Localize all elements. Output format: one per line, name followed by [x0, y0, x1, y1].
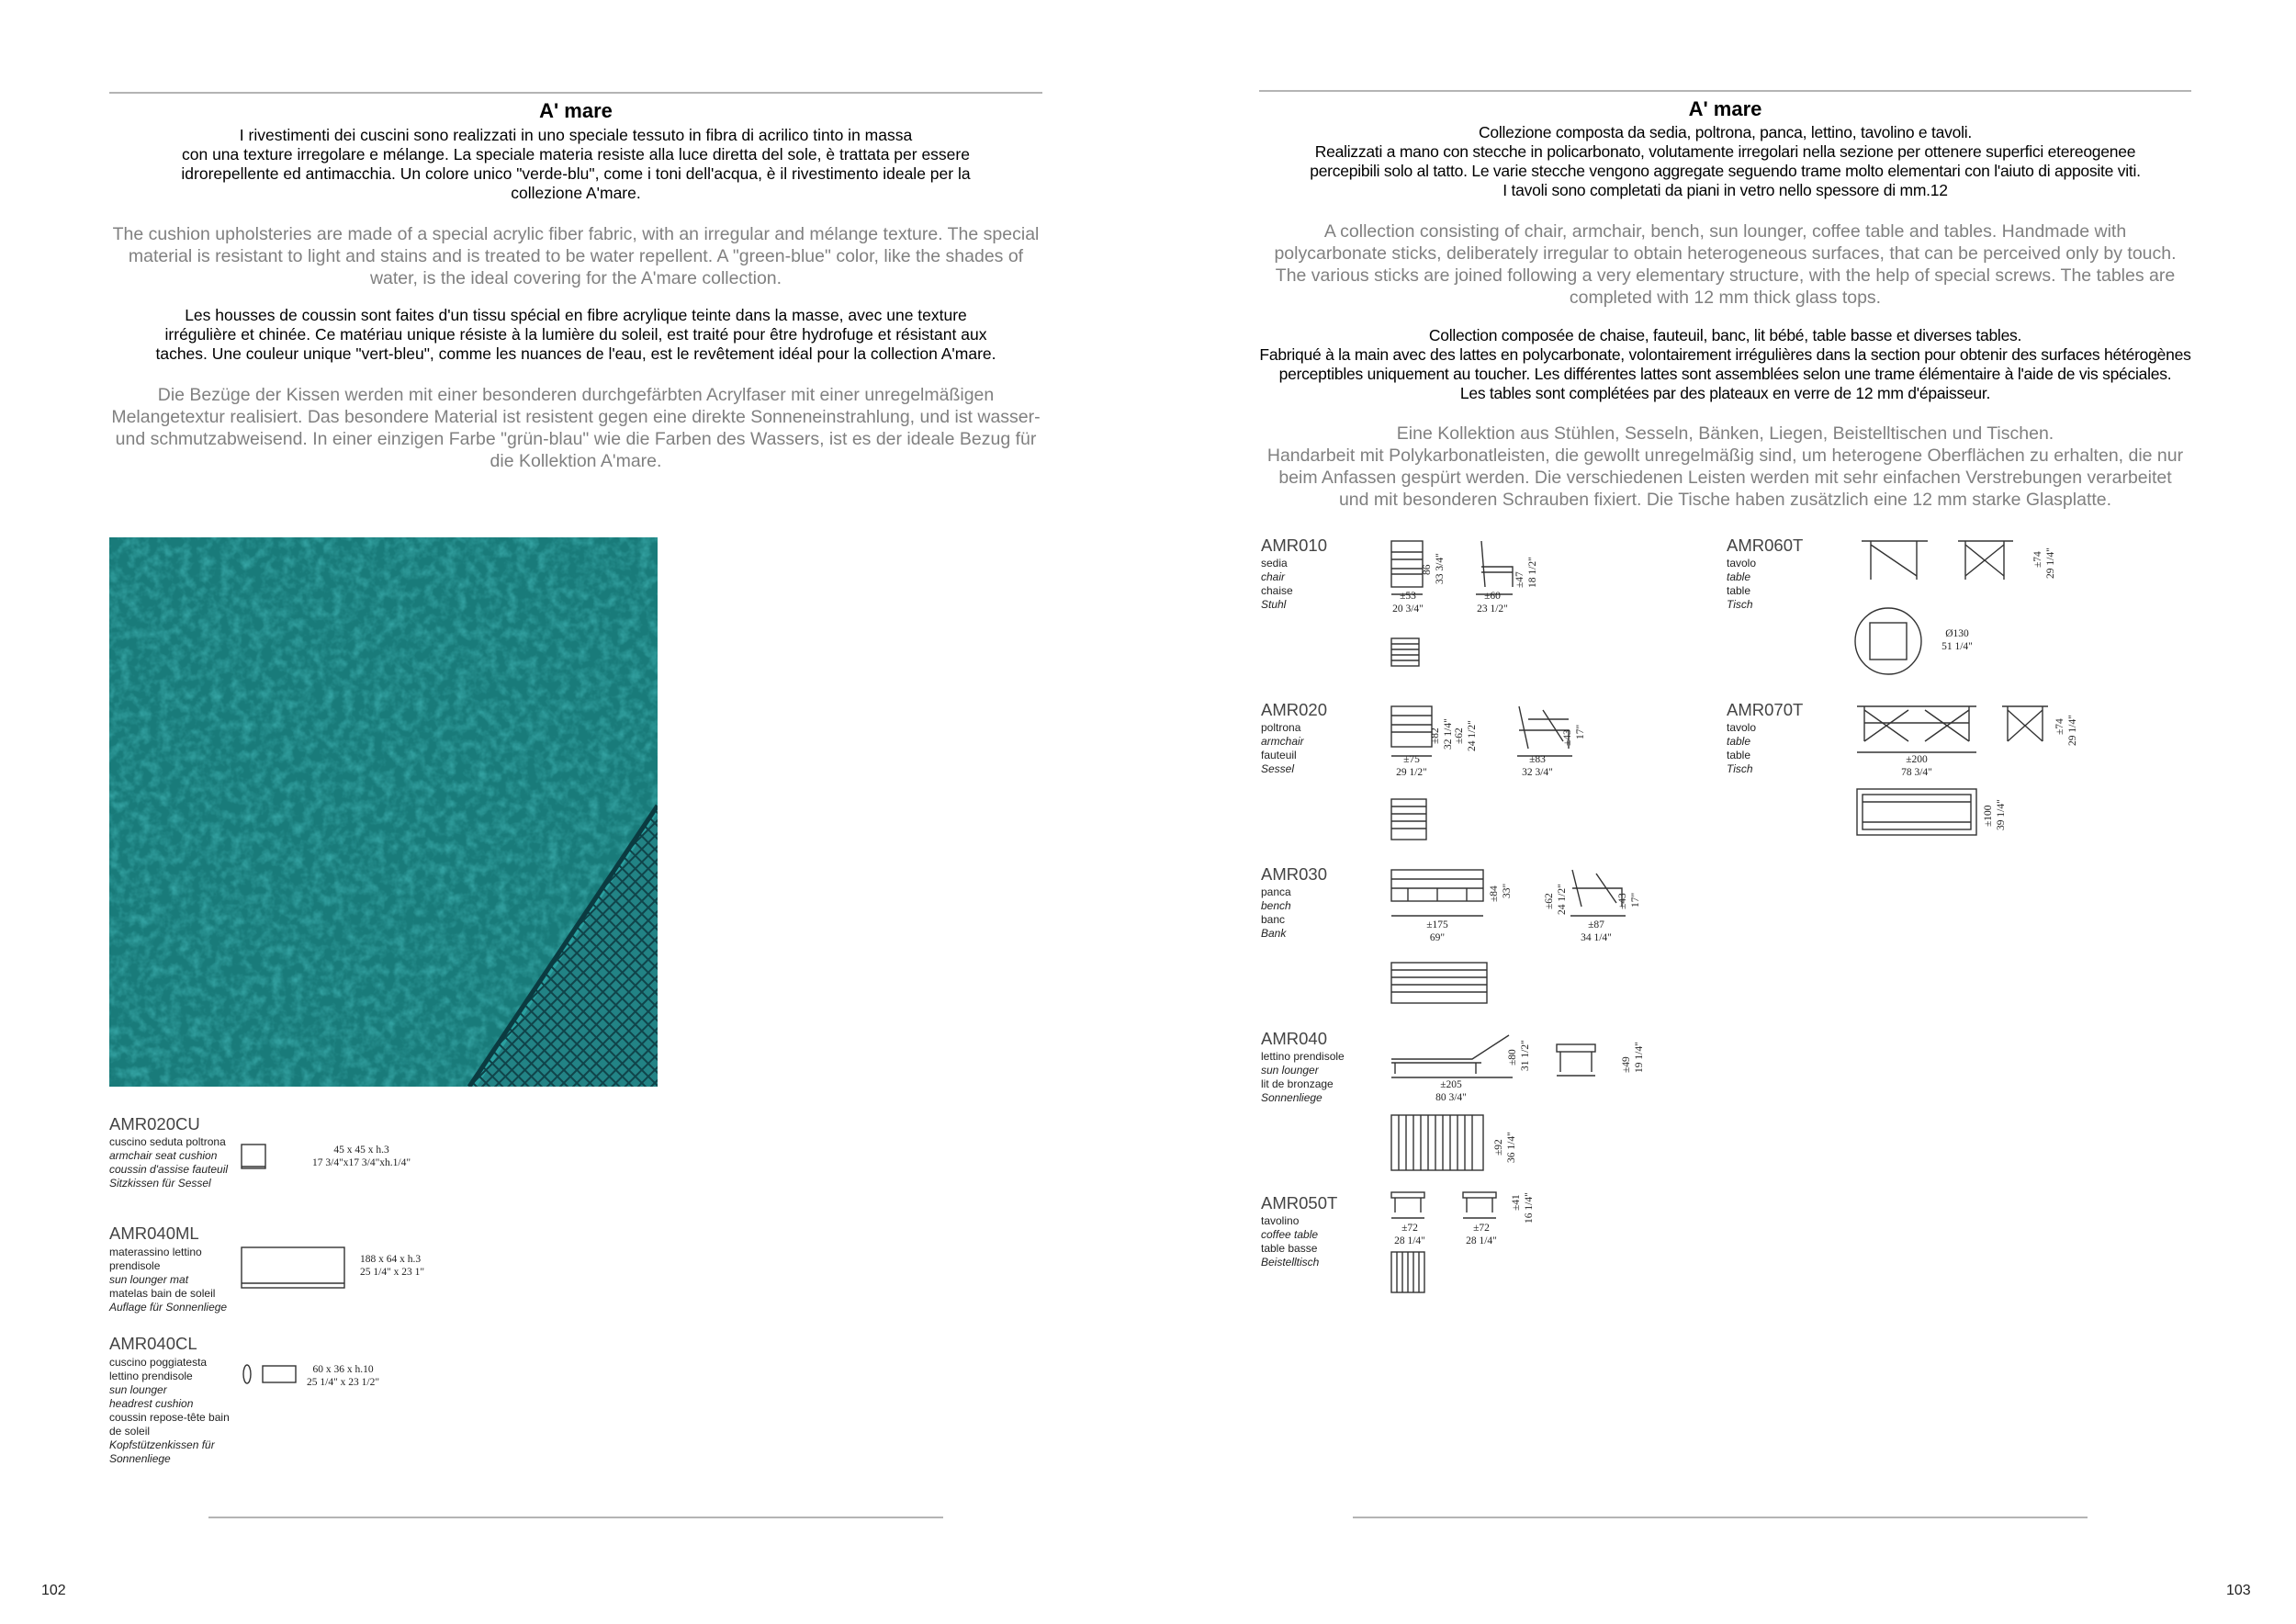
product-names: cuscino poggiatesta lettino prendisole sun lounger headrest cushion coussin repose-tête bain de soleil Kopfstützenkissen für Sonnenliege: [109, 1356, 230, 1465]
product-code: AMR040ML: [109, 1224, 199, 1243]
page-title-right: A' mare: [1688, 97, 1762, 120]
dim-diameter: Ø130 51 1/4": [1941, 628, 1973, 652]
dim-height: ±74: [2032, 551, 2043, 568]
dim-width: ±200 78 3/4": [1901, 754, 1932, 778]
dim-depth: ±100: [1983, 805, 1994, 827]
dim-arm-height-in: 24 1/2": [1467, 720, 1478, 751]
text-german-right: Eine Kollektion aus Stühlen, Sesseln, Bänken, Liegen, Beistelltischen und Tischen. Handarbeit mit Polykarbonatleisten, die gewollt unregelmäßig sind, um heterogene Oberflächen zu erhalten, die nur beim Anfassen gespürt werden. Die verschiedenen Leisten werden mit sehr einfachen Verstrebungen verarbeitet und mit besonderen Schrauben fixiert. Die Tische haben zusätzlich eine 12 mm starke Glasplatte.: [1266, 423, 2184, 510]
dim-height: ±82: [1430, 727, 1441, 744]
dim-width: ±92: [1493, 1139, 1504, 1156]
product-names: lettino prendisole sun lounger lit de bronzage Sonnenliege: [1261, 1050, 1345, 1104]
text-german-left: Die Bezüge der Kissen werden mit einer besonderen durchgefärbten Acrylfaser mit einer unregelmäßigen Melangetextur realisiert. Das besondere Material ist resistent gegen eine direkte Sonneneinstrahlung, und ist wasser- und schmutzabweisend. In einer einzigen Farbe "grün-blau" wie die Farben des Wassers, ist es der ideale Bezug für die Kollektion A'mare.: [111, 385, 1041, 471]
pool-water-image: [109, 537, 658, 1087]
product-code: AMR010: [1261, 536, 1327, 555]
product-names: panca bench banc Bank: [1261, 885, 1291, 940]
dim-seat-height: ±43: [1562, 729, 1573, 746]
dim-height-in: 16 1/4": [1524, 1192, 1535, 1224]
dim-height-in: 29 1/4": [2045, 547, 2056, 579]
coffee-table-side-drawing: [1461, 1190, 1503, 1224]
dim-depth: ±60 23 1/2": [1477, 591, 1508, 615]
long-table-top-drawing: [1855, 787, 1984, 842]
dim-width: ±72 28 1/4": [1394, 1223, 1425, 1246]
product-names: materassino lettino prendisole sun lounger mat matelas bain de soleil Auflage für Sonnenliege: [109, 1246, 228, 1314]
long-table-front-drawing: [1855, 705, 1984, 760]
dim-width: ±53 20 3/4": [1392, 591, 1424, 615]
product-names: poltrona armchair fauteuil Sessel: [1261, 721, 1304, 775]
dim-seat-height-in: 24 1/2": [1557, 884, 1568, 915]
dim-arm-height: ±43: [1617, 893, 1628, 909]
dim-height-in: 29 1/4": [2067, 715, 2078, 746]
dim-height-in: 32 1/4": [1443, 718, 1454, 750]
round-table-side-drawing: [1956, 539, 2020, 585]
text-french-left: Les housses de coussin sont faites d'un tissu spécial en fibre acrylique teinte dans la masse, avec une texture irrégulière et chinée. Ce matériau unique résiste à la lumière du soleil, est traité pour être hydrofuge et résistant aux taches. Une couleur unique "vert-bleu", comme les nuances de l'eau, est le revêtement idéal pour la collection A'mare.: [155, 306, 996, 363]
dim-width-in: 36 1/4": [1506, 1132, 1517, 1163]
dim-depth: ±87 34 1/4": [1581, 919, 1612, 943]
dim-height: ±74: [2054, 718, 2065, 735]
top-rule-left: [109, 92, 1042, 94]
text-italian-right: Collezione composta da sedia, poltrona, panca, lettino, tavolino e tavoli. Realizzati a mano con stecche in policarbonato, volutamente irregolari nella sezione per ottenere superfici etereogenee percepibili solo al tatto. Le varie stecche vengono aggregate seguendo trame molto elementari con l'aiuto di apposite viti. I tavoli sono completati da piani in vetro nello spessore di mm.12: [1310, 123, 2141, 199]
lounger-side-drawing: [1390, 1032, 1518, 1077]
dim-depth: ±72 28 1/4": [1466, 1223, 1497, 1246]
page-number-right: 103: [2226, 1583, 2251, 1598]
product-code: AMR070T: [1727, 700, 1804, 719]
product-names: cuscino seduta poltrona armchair seat cushion coussin d'assise fauteuil Sitzkissen für Sessel: [109, 1135, 229, 1190]
dim-height: ±84: [1489, 885, 1500, 902]
dim-height-in: 33 3/4": [1435, 553, 1446, 584]
dim-length: ±205 80 3/4": [1435, 1079, 1467, 1103]
coffee-table-top-drawing: [1390, 1250, 1430, 1296]
dim-height-in: 33": [1502, 883, 1513, 898]
product-code: AMR040CL: [109, 1334, 197, 1353]
product-code: AMR050T: [1261, 1193, 1338, 1212]
armchair-top-drawing: [1390, 797, 1430, 843]
dim-seat-height-in: 18 1/2": [1527, 557, 1538, 588]
product-names: sedia chair chaise Stuhl: [1261, 557, 1293, 611]
long-table-side-drawing: [2000, 705, 2055, 750]
dim-seat-height-in: 17": [1575, 724, 1586, 739]
product-code: AMR040: [1261, 1029, 1327, 1048]
text-english-right: A collection consisting of chair, armchair, bench, sun lounger, coffee table and tables. Handmade with polycarbonate sticks, deliberately irregular to obtain heterogeneous surfaces, that can be perceived only by touch. The various sticks are joined following a very elementary structure, with the help of special screws. The tables are completed with 12 mm thick glass tops.: [1274, 221, 2177, 308]
product-code: AMR020CU: [109, 1114, 200, 1133]
product-names: tavolo table table Tisch: [1727, 721, 1757, 775]
product-dimensions: 45 x 45 x h.3 17 3/4"x17 3/4"xh.1/4": [312, 1145, 411, 1168]
dim-depth: ±83 32 3/4": [1522, 754, 1553, 778]
dim-end-height-in: 19 1/4": [1634, 1042, 1645, 1073]
bench-front-drawing: [1390, 868, 1491, 923]
dim-seat-height: ±47: [1514, 571, 1525, 588]
bottom-rule-left: [208, 1517, 943, 1518]
chair-top-drawing: [1390, 637, 1423, 670]
product-code: AMR020: [1261, 700, 1327, 719]
dim-width: ±75 29 1/2": [1396, 754, 1427, 778]
dim-arm-height: ±62: [1454, 727, 1465, 744]
lounger-end-drawing: [1555, 1041, 1601, 1077]
bench-top-drawing: [1390, 961, 1491, 1007]
product-names: tavolo table table Tisch: [1727, 557, 1757, 611]
text-english-left: The cushion upholsteries are made of a special acrylic fiber fabric, with an irregular and mélange texture. The special material is resistant to light and stains and is treated to be water repellent. A "green-blue" color, like the shades of water, is the ideal covering for the A'mare collection.: [112, 224, 1040, 288]
page-number-left: 102: [41, 1583, 66, 1598]
dim-height-in: 31 1/2": [1520, 1040, 1531, 1071]
text-french-right: Collection composée de chaise, fauteuil, banc, lit bébé, table basse et diverses tables. Fabriqué à la main avec des lattes en polycarbonate, volontairement irrégulières dans la section pour obtenir des surfaces hétérogènes perceptibles uniquement au toucher. Les différentes lattes sont assemblées selon une trame élémentaire à l'aide de vis spéciales. Les tables sont complétées par des plateaux en verre de 12 mm d'épaisseur.: [1259, 326, 2191, 402]
lounger-mat-drawing: [241, 1246, 351, 1292]
product-code: AMR060T: [1727, 536, 1804, 555]
round-table-front-drawing: [1860, 539, 1933, 585]
dim-seat-height: ±62: [1544, 893, 1555, 909]
product-dimensions: 60 x 36 x h.10 25 1/4" x 23 1/2": [307, 1364, 380, 1388]
text-italian-left: I rivestimenti dei cuscini sono realizzati in uno speciale tessuto in fibra di acrilico tinto in massa con una texture irregolare e mélange. La speciale materia resiste alla luce diretta del sole, è trattata per essere idrorepellente ed antimacchia. Un colore unico "verde-blu", come i toni dell'acqua, è il rivestimento ideale per la collezione A'mare.: [181, 126, 971, 202]
dim-depth-in: 39 1/4": [1996, 799, 2007, 830]
product-code: AMR030: [1261, 864, 1327, 884]
dim-arm-height-in: 17": [1630, 892, 1641, 908]
dim-height: 86: [1422, 564, 1433, 575]
product-names: tavolino coffee table table basse Beistelltisch: [1261, 1214, 1320, 1269]
headrest-cushion-drawing: [241, 1363, 314, 1391]
dim-width: ±175 69": [1426, 919, 1448, 943]
seat-cushion-drawing: [241, 1144, 268, 1171]
top-rule-right: [1259, 90, 2191, 92]
dim-height: ±41: [1511, 1194, 1522, 1211]
dim-height: ±80: [1507, 1049, 1518, 1066]
page-title-left: A' mare: [539, 99, 613, 122]
coffee-table-front-drawing: [1390, 1190, 1432, 1224]
product-dimensions: 188 x 64 x h.3 25 1/4" x 23 1": [360, 1254, 425, 1278]
lounger-top-drawing: [1390, 1113, 1491, 1178]
dim-end-height: ±49: [1621, 1056, 1632, 1073]
bottom-rule-right: [1353, 1517, 2088, 1518]
round-table-top-drawing: [1853, 606, 1927, 680]
